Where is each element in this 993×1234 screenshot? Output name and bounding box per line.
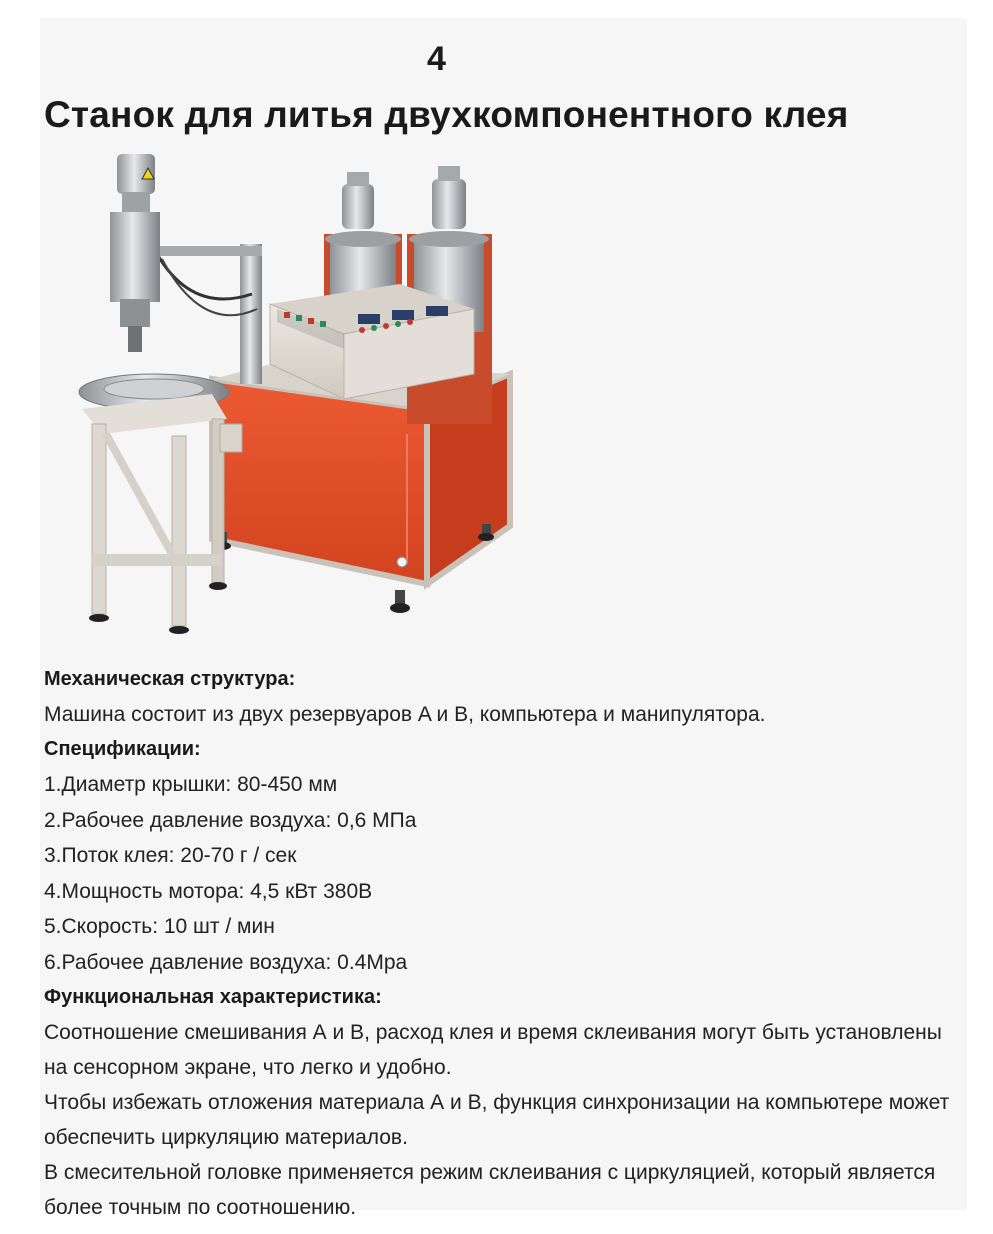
page-title: Станок для литья двухкомпонентного клея: [44, 94, 849, 135]
functional-heading: Функциональная характеристика:: [44, 986, 382, 1008]
spec-item: 2.Рабочее давление воздуха: 0,6 МПа: [44, 808, 417, 832]
machine-photo: [62, 134, 532, 654]
functional-paragraph: В смесительной головке применяется режим склеивания с циркуляцией, который является более точным по соотношению.: [44, 1161, 936, 1219]
mechanical-structure-heading: Механическая структура:: [44, 668, 296, 690]
spec-item: 5.Скорость: 10 шт / мин: [44, 915, 275, 938]
specifications-list: [44, 767, 959, 980]
specifications-heading: Спецификации:: [44, 738, 201, 760]
spec-item: 6.Рабочее давление воздуха: 0.4Mpa: [44, 950, 408, 974]
pot-stand: [79, 374, 242, 634]
document-page: [40, 18, 967, 1219]
mixing-head-arm: [110, 154, 262, 384]
spec-item: 3.Поток клея: 20-70 г / сек: [44, 844, 297, 867]
page-number: 4: [427, 40, 446, 78]
spec-item: 4.Мощность мотора: 4,5 кВт 380В: [44, 879, 373, 903]
mechanical-structure-text: Машина состоит из двух резервуаров A и B, компьютера и манипулятора.: [44, 703, 766, 726]
functional-paragraph: Соотношение смешивания А и В, расход клея и время склеивания могут быть установлены на сенсорном экране, что легко и удобно.: [44, 1021, 942, 1079]
content: [44, 662, 959, 1225]
spec-item: 1.Диаметр крышки: 80-450 мм: [44, 773, 338, 796]
functional-paragraph: Чтобы избежать отложения материала А и В, функция синхронизации на компьютере может обеспечить циркуляцию материалов.: [44, 1091, 950, 1149]
